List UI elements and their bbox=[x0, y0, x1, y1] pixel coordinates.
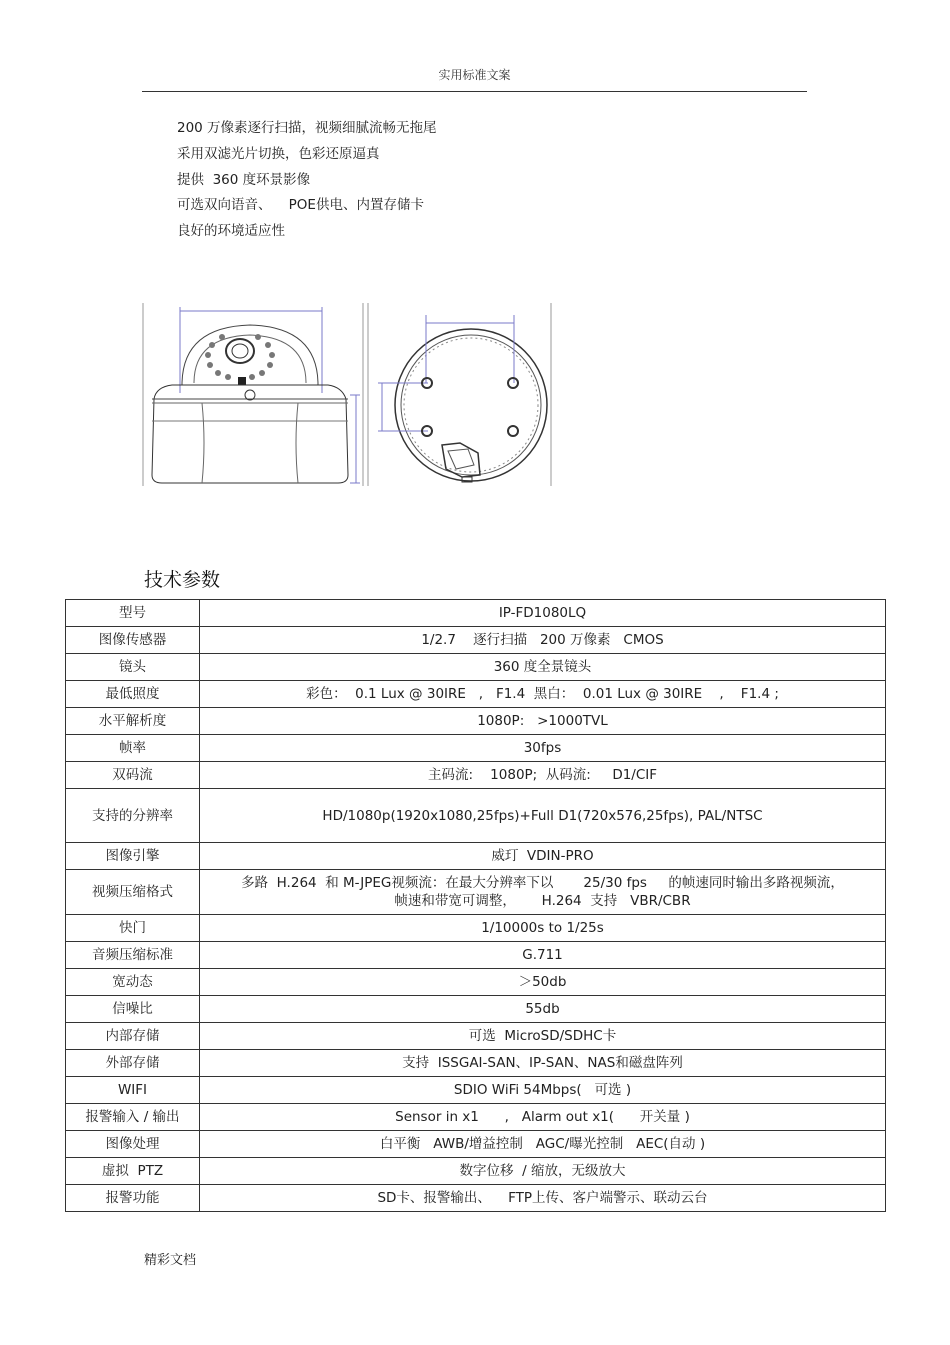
feature-item: 提供 360 度环景影像 bbox=[177, 171, 311, 188]
spec-value: 360 度全景镜头 bbox=[200, 654, 886, 681]
table-row bbox=[66, 735, 886, 762]
table-row bbox=[66, 1077, 886, 1104]
table-row bbox=[66, 654, 886, 681]
spec-value: 30fps bbox=[200, 735, 886, 762]
spec-key: 镜头 bbox=[66, 654, 200, 681]
header-divider bbox=[142, 91, 807, 92]
table-row bbox=[66, 600, 886, 627]
spec-key: 帧率 bbox=[66, 735, 200, 762]
spec-value: 白平衡 AWB/增益控制 AGC/曝光控制 AEC(自动 ) bbox=[200, 1131, 886, 1158]
table-row bbox=[66, 942, 886, 969]
spec-key: 外部存储 bbox=[66, 1050, 200, 1077]
feature-item: 良好的环境适应性 bbox=[177, 223, 285, 240]
table-row bbox=[66, 708, 886, 735]
spec-value: 彩色： 0.1 Lux @ 30IRE , F1.4 黑白： 0.01 Lux @ 30IRE , F1.4 ; bbox=[200, 681, 886, 708]
spec-key: 快门 bbox=[66, 915, 200, 942]
bottom-view-drawing bbox=[368, 303, 551, 486]
spec-value: 1/10000s to 1/25s bbox=[200, 915, 886, 942]
table-row bbox=[66, 915, 886, 942]
table-row bbox=[66, 969, 886, 996]
spec-key: 报警输入 / 输出 bbox=[66, 1104, 200, 1131]
spec-key: 支持的分辨率 bbox=[66, 789, 200, 843]
spec-value: 55db bbox=[200, 996, 886, 1023]
spec-value: 1/2.7 逐行扫描 200 万像素 CMOS bbox=[200, 627, 886, 654]
table-row bbox=[66, 1023, 886, 1050]
spec-key: 视频压缩格式 bbox=[66, 870, 200, 915]
spec-value: G.711 bbox=[200, 942, 886, 969]
spec-value: 多路 H.264 和 M-JPEG视频流：在最大分辨率下以 25/30 fps 的帧速同时输出多路视频流， 帧速和带宽可调整， H.264 支持 VBR/CBR bbox=[200, 870, 886, 915]
spec-key: 内部存储 bbox=[66, 1023, 200, 1050]
spec-value: SDIO WiFi 54Mbps( 可选 ) bbox=[200, 1077, 886, 1104]
table-row bbox=[66, 627, 886, 654]
spec-key: 双码流 bbox=[66, 762, 200, 789]
spec-value: 可选 MicroSD/SDHC卡 bbox=[200, 1023, 886, 1050]
table-row bbox=[66, 1131, 886, 1158]
spec-value: 威玎 VDIN-PRO bbox=[200, 843, 886, 870]
feature-item: 200 万像素逐行扫描，视频细腻流畅无拖尾 bbox=[177, 120, 437, 136]
spec-key: 图像引擎 bbox=[66, 843, 200, 870]
page-footer: 精彩文档 bbox=[144, 1253, 197, 1268]
section-title: 技术参数 bbox=[144, 569, 221, 591]
spec-value: Sensor in x1 , Alarm out x1( 开关量 ) bbox=[200, 1104, 886, 1131]
spec-key: WIFI bbox=[66, 1077, 200, 1104]
feature-item: 可选双向语音、 POE供电、内置存储卡 bbox=[177, 197, 424, 214]
page-header: 实用标准文案 bbox=[438, 68, 511, 82]
table-row bbox=[66, 681, 886, 708]
table-row bbox=[66, 1185, 886, 1212]
table-row bbox=[66, 996, 886, 1023]
spec-key: 虚拟 PTZ bbox=[66, 1158, 200, 1185]
spec-value: SD卡、报警输出、 FTP上传、客户端警示、联动云台 bbox=[200, 1185, 886, 1212]
spec-value: 主码流: 1080P; 从码流: D1/CIF bbox=[200, 762, 886, 789]
table-row bbox=[66, 1050, 886, 1077]
spec-value: 数字位移 / 缩放，无级放大 bbox=[200, 1158, 886, 1185]
table-row bbox=[66, 870, 886, 915]
spec-value: HD/1080p(1920x1080,25fps)+Full D1(720x576,25fps), PAL/NTSC bbox=[200, 789, 886, 843]
spec-key: 水平解析度 bbox=[66, 708, 200, 735]
spec-key: 图像处理 bbox=[66, 1131, 200, 1158]
spec-key: 最低照度 bbox=[66, 681, 200, 708]
spec-key: 报警功能 bbox=[66, 1185, 200, 1212]
spec-key: 图像传感器 bbox=[66, 627, 200, 654]
spec-key: 型号 bbox=[66, 600, 200, 627]
table-row bbox=[66, 789, 886, 843]
spec-value: 1080P: >1000TVL bbox=[200, 708, 886, 735]
feature-item: 采用双滤光片切换，色彩还原逼真 bbox=[177, 145, 380, 162]
camera-dimension-drawing bbox=[142, 303, 554, 491]
table-row bbox=[66, 762, 886, 789]
spec-value: IP-FD1080LQ bbox=[200, 600, 886, 627]
spec-table bbox=[65, 599, 886, 1212]
spec-value: ＞50db bbox=[200, 969, 886, 996]
spec-key: 信噪比 bbox=[66, 996, 200, 1023]
spec-key: 音频压缩标准 bbox=[66, 942, 200, 969]
spec-value: 支持 ISSGAI-SAN、IP-SAN、NAS和磁盘阵列 bbox=[200, 1050, 886, 1077]
feature-list bbox=[177, 118, 437, 247]
table-row bbox=[66, 1158, 886, 1185]
table-row bbox=[66, 843, 886, 870]
spec-key: 宽动态 bbox=[66, 969, 200, 996]
table-row bbox=[66, 1104, 886, 1131]
side-view-drawing bbox=[143, 303, 363, 486]
